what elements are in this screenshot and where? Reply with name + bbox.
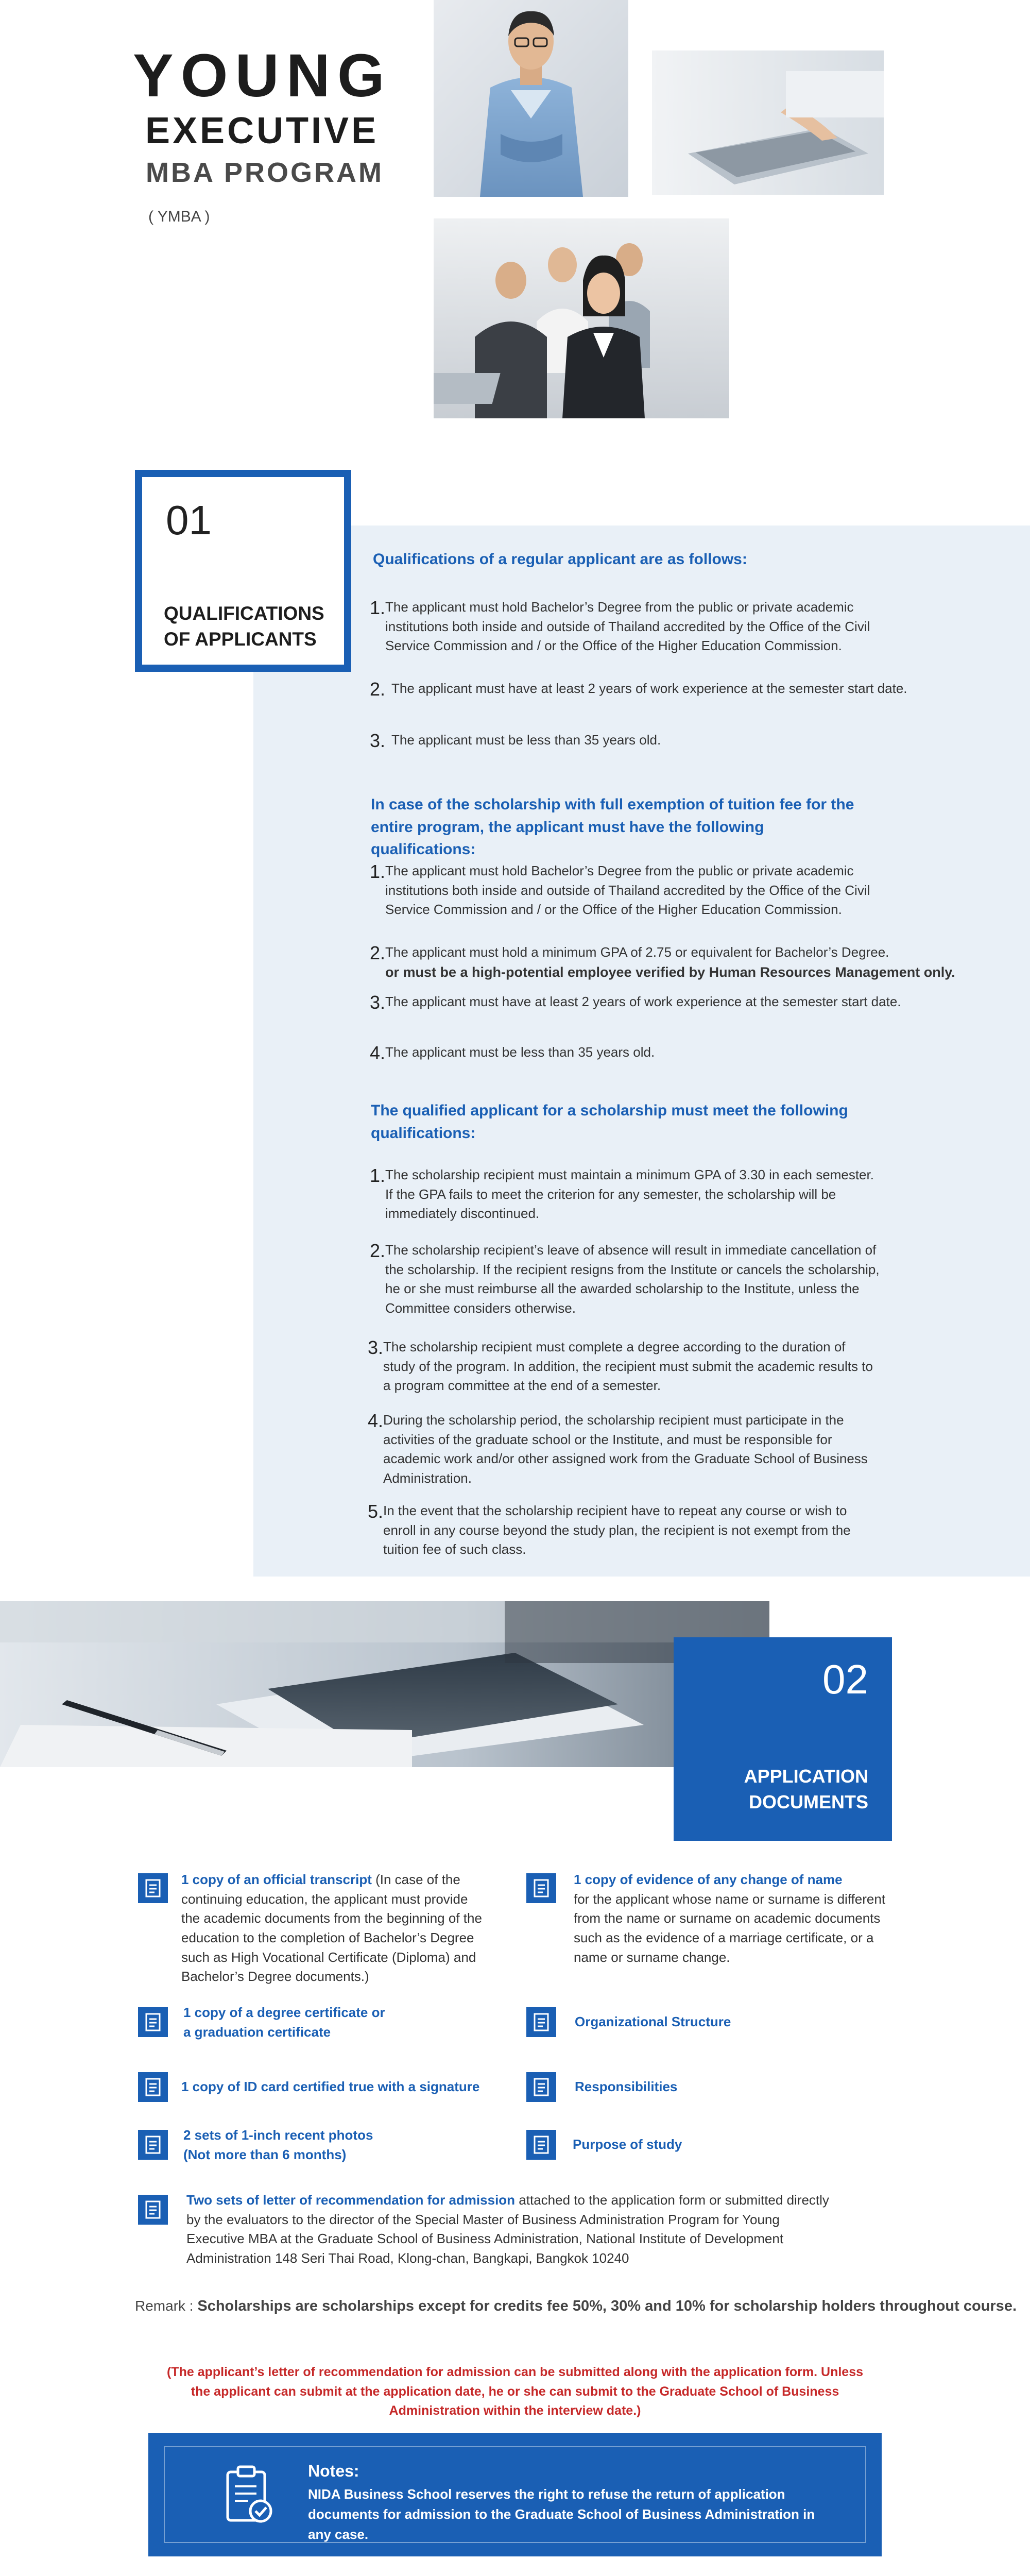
item-number: 2. xyxy=(370,942,386,963)
list-item xyxy=(370,731,936,751)
document-icon xyxy=(138,1873,168,1903)
doc-responsibilities-title: Responsibilities xyxy=(575,2079,678,2094)
doc-id-card xyxy=(181,2077,521,2097)
doc-name-change xyxy=(574,1870,893,1967)
document-icon xyxy=(138,2007,168,2037)
list-item xyxy=(370,679,936,700)
document-icon xyxy=(526,2072,556,2102)
notes-box xyxy=(148,2433,882,2556)
doc-purpose xyxy=(573,2135,861,2155)
item-number: 3. xyxy=(370,730,386,751)
doc-degree-line1: 1 copy of a degree certificate or xyxy=(183,2005,385,2020)
doc-id-card-title: 1 copy of ID card certified true with a signature xyxy=(181,2079,480,2094)
item-number: 3. xyxy=(368,1337,384,1358)
item-text: The applicant must be less than 35 years old. xyxy=(391,732,661,748)
doc-org-structure-title: Organizational Structure xyxy=(575,2014,731,2029)
doc-photos xyxy=(183,2126,472,2164)
section-number: 02 xyxy=(822,1656,868,1702)
section-01-box xyxy=(135,470,351,672)
list-item xyxy=(370,1165,885,1224)
doc-transcript-title: 1 copy of an official transcript xyxy=(181,1872,372,1887)
title-abbreviation: ( YMBA ) xyxy=(148,208,210,225)
regular-heading: Qualifications of a regular applicant are as follows: xyxy=(373,551,747,568)
item-text: During the scholarship period, the scholarship recipient must participate in the activities of the graduate school or the Institute, and must be responsible for academic work and/or other assigned work from the Graduate School of Business Administration. xyxy=(383,1412,868,1486)
list-item xyxy=(370,1043,988,1063)
section-label-line1: APPLICATION xyxy=(744,1766,868,1787)
laptop-photo xyxy=(652,50,884,195)
doc-purpose-title: Purpose of study xyxy=(573,2137,682,2152)
item-text: The applicant must hold Bachelor’s Degree from the public or private academic institutions both inside and outside of Thailand accredited by the Office of the Civil Service Commission and / or the Office of the Higher Education Commission. xyxy=(385,599,870,654)
item-text: The applicant must hold Bachelor’s Degree from the public or private academic institutions both inside and outside of Thailand accredited by the Office of the Civil Service Commission and / or the Office of the Higher Education Commission. xyxy=(385,863,870,918)
team-photo xyxy=(434,218,729,418)
item-text: In the event that the scholarship recipient have to repeat any course or wish to enroll in any course beyond the study plan, the recipient is not exempt from the tuition fee of such class. xyxy=(383,1503,851,1557)
title-mba-program: MBA PROGRAM xyxy=(146,157,384,188)
doc-letters-body: attached to the application form or submitted directly by the evaluators to the director of the Special Master of Business Administration Program for Young Executive MBA at the Graduate School of Business Administration, National Institute of Development Administration 148 Seri Thai Road, Klong-chan, Bangkapi, Bangkok 10240 xyxy=(186,2192,829,2266)
doc-recommendation-letters xyxy=(186,2191,835,2268)
item-number: 3. xyxy=(370,992,386,1013)
list-item xyxy=(368,1337,883,1396)
section-label xyxy=(744,1764,868,1816)
remark-label: Remark : xyxy=(135,2298,198,2314)
item-number: 2. xyxy=(370,679,386,700)
list-item xyxy=(368,1501,883,1560)
doc-letters-title: Two sets of letter of recommendation for admission xyxy=(186,2192,516,2208)
recommendation-note: (The applicant’s letter of recommendation for admission can be submitted along with the application form. Unless the applicant can submit at the application date, he or she can submit to the Graduate School of Business Administration within the interview date.) xyxy=(166,2365,864,2418)
scholarship-heading: In case of the scholarship with full exemption of tuition fee for the entire program, the applicant must have the following qualifications: xyxy=(371,796,854,858)
clipboard-check-icon xyxy=(225,2465,274,2527)
section-label-text: QUALIFICATIONS OF APPLICANTS xyxy=(164,603,324,650)
section-label-line2: DOCUMENTS xyxy=(749,1791,868,1813)
document-icon xyxy=(138,2130,168,2160)
doc-name-change-body: for the applicant whose name or surname is different from the name or surname on academic documents such as the evidence of a marriage certificate, or a name or surname change. xyxy=(574,1891,886,1965)
item-text: The scholarship recipient must complete a degree according to the duration of study of the program. In addition, the recipient must submit the academic results to a program committee at the end of a semester. xyxy=(383,1339,873,1394)
document-icon xyxy=(526,2007,556,2037)
doc-name-change-title: 1 copy of evidence of any change of name xyxy=(574,1872,843,1887)
item-text: The scholarship recipient’s leave of absence will result in immediate cancellation of the scholarship. If the recipient resigns from the Institute or cancels the scholarship, he or she must reimburse all the awarded scholarship to the Institute, unless the Committee considers otherwise. xyxy=(385,1242,880,1316)
title-young: YOUNG xyxy=(133,42,392,110)
list-item xyxy=(368,1411,883,1488)
list-item xyxy=(370,943,988,982)
remark xyxy=(135,2298,1017,2315)
notes-body: NIDA Business School reserves the right to refuse the return of application documents for admission to the Graduate School of Business Administration in any case. xyxy=(308,2486,815,2542)
notes-title: Notes: xyxy=(308,2462,359,2480)
section-number: 01 xyxy=(166,497,212,543)
doc-photos-line2: (Not more than 6 months) xyxy=(183,2146,347,2162)
item-text xyxy=(385,943,988,982)
item-text: The applicant must have at least 2 years of work experience at the semester start date. xyxy=(391,681,907,696)
doc-degree-line2: a graduation certificate xyxy=(183,2024,331,2040)
item-text-extra: or must be a high-potential employee verified by Human Resources Management only. xyxy=(385,964,955,980)
document-icon xyxy=(138,2072,168,2102)
tablet-pen-photo xyxy=(0,1601,769,1767)
item-text: The applicant must have at least 2 years of work experience at the semester start date. xyxy=(385,994,901,1009)
item-number: 1. xyxy=(370,861,386,882)
item-text-main: The applicant must hold a minimum GPA of 2.75 or equivalent for Bachelor’s Degree. xyxy=(385,944,889,960)
item-number: 1. xyxy=(370,597,386,618)
list-item xyxy=(370,861,885,920)
item-number: 4. xyxy=(368,1410,384,1431)
document-icon xyxy=(526,2130,556,2160)
item-text: The scholarship recipient must maintain a minimum GPA of 3.30 in each semester. If the GPA fails to meet the criterion for any semester, the scholarship will be immediately discontinued. xyxy=(385,1167,874,1222)
item-number: 5. xyxy=(368,1501,384,1522)
list-item xyxy=(370,992,988,1013)
title-executive: EXECUTIVE xyxy=(145,110,379,151)
qualified-heading: The qualified applicant for a scholarship must meet the following qualifications: xyxy=(371,1102,848,1142)
section-02-box xyxy=(674,1637,892,1841)
section-label xyxy=(164,601,339,652)
item-number: 4. xyxy=(370,1042,386,1063)
list-item xyxy=(370,598,885,656)
businessman-photo xyxy=(434,0,628,197)
doc-degree-certificate xyxy=(183,2003,472,2042)
document-icon xyxy=(138,2195,168,2225)
doc-responsibilities xyxy=(575,2077,863,2097)
doc-photos-line1: 2 sets of 1-inch recent photos xyxy=(183,2127,373,2143)
list-item xyxy=(370,1241,885,1318)
doc-org-structure xyxy=(575,2012,863,2032)
document-icon xyxy=(526,1873,556,1903)
remark-text: Scholarships are scholarships except for credits fee 50%, 30% and 10% for scholarship holders throughout course. xyxy=(197,2298,1017,2314)
item-number: 2. xyxy=(370,1240,386,1261)
item-number: 1. xyxy=(370,1165,386,1186)
doc-transcript xyxy=(181,1870,485,1987)
doc-transcript-body: (In case of the continuing education, the applicant must provide the academic documents from the beginning of the education to the completion of Bachelor’s Degree such as High Vocational Certificate (Diploma) and Bachelor’s Degree documents.) xyxy=(181,1872,482,1985)
item-text: The applicant must be less than 35 years old. xyxy=(385,1044,655,1060)
